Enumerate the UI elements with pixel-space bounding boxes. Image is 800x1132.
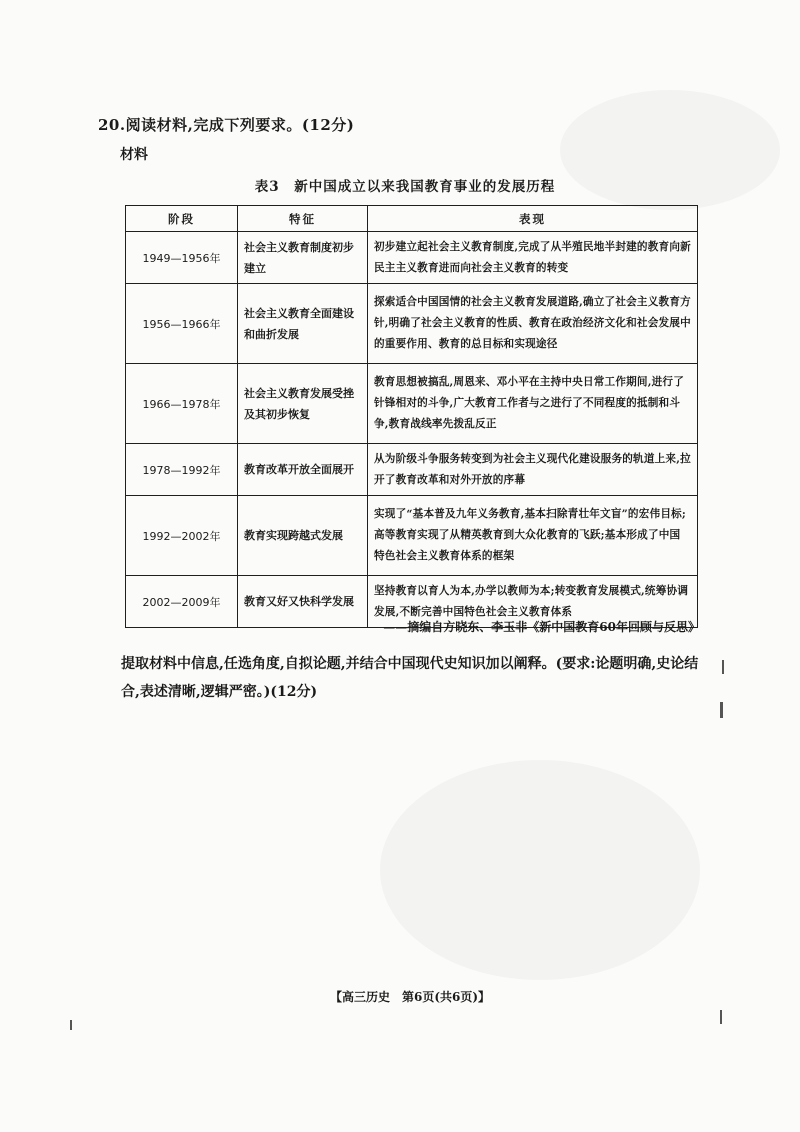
table-row bbox=[126, 232, 698, 284]
table-row bbox=[126, 444, 698, 496]
row-period: 1992—2002年 bbox=[126, 496, 238, 576]
education-history-table bbox=[125, 205, 698, 628]
row-feature: 社会主义教育制度初步建立 bbox=[238, 232, 368, 284]
table-row bbox=[126, 364, 698, 444]
row-performance: 探索适合中国国情的社会主义教育发展道路,确立了社会主义教育方针,明确了社会主义教育的性质、教育在政治经济文化和社会发展中的重要作用、教育的总目标和实现途径 bbox=[368, 284, 698, 364]
row-period: 1966—1978年 bbox=[126, 364, 238, 444]
row-period: 1949—1956年 bbox=[126, 232, 238, 284]
source-citation: ——摘编自方晓东、李玉非《新中国教育60年回顾与反思》 bbox=[383, 620, 700, 634]
question-prompt: 提取材料中信息,任选角度,自拟论题,并结合中国现代史知识加以阐释。(要求:论题明确,史论结合,表述清晰,逻辑严密。)(12分) bbox=[121, 656, 699, 700]
row-period: 1978—1992年 bbox=[126, 444, 238, 496]
row-feature: 教育又好又快科学发展 bbox=[238, 576, 368, 628]
table-row bbox=[126, 496, 698, 576]
row-feature: 社会主义教育全面建设和曲折发展 bbox=[238, 284, 368, 364]
question-title: 20.阅读材料,完成下列要求。(12分) bbox=[98, 116, 355, 134]
header-performance: 表现 bbox=[368, 206, 698, 232]
bleed-through-smudge bbox=[380, 760, 700, 980]
header-feature: 特征 bbox=[238, 206, 368, 232]
header-stage: 阶段 bbox=[126, 206, 238, 232]
row-performance: 从为阶级斗争服务转变到为社会主义现代化建设服务的轨道上来,拉开了教育改革和对外开放的序幕 bbox=[368, 444, 698, 496]
row-feature: 教育改革开放全面展开 bbox=[238, 444, 368, 496]
material-label: 材料 bbox=[120, 147, 148, 163]
scan-edge-mark bbox=[720, 702, 723, 718]
row-performance: 初步建立起社会主义教育制度,完成了从半殖民地半封建的教育向新民主主义教育进而向社会主义教育的转变 bbox=[368, 232, 698, 284]
row-period: 2002—2009年 bbox=[126, 576, 238, 628]
row-period: 1956—1966年 bbox=[126, 284, 238, 364]
page-footer: 【高三历史 第6页(共6页)】 bbox=[329, 990, 491, 1004]
row-performance: 坚持教育以育人为本,办学以教师为本;转变教育发展模式,统筹协调发展,不断完善中国特色社会主义教育体系 bbox=[368, 576, 698, 628]
table-header-row bbox=[126, 206, 698, 232]
scan-edge-mark bbox=[720, 1010, 722, 1024]
table-caption: 表3 新中国成立以来我国教育事业的发展历程 bbox=[254, 179, 556, 195]
table-row bbox=[126, 284, 698, 364]
row-performance: 实现了“基本普及九年义务教育,基本扫除青壮年文盲”的宏伟目标;高等教育实现了从精英教育到大众化教育的飞跃;基本形成了中国特色社会主义教育体系的框架 bbox=[368, 496, 698, 576]
row-feature: 社会主义教育发展受挫及其初步恢复 bbox=[238, 364, 368, 444]
scan-edge-mark bbox=[722, 660, 724, 674]
row-performance: 教育思想被搞乱,周恩来、邓小平在主持中央日常工作期间,进行了针锋相对的斗争,广大教育工作者与之进行了不同程度的抵制和斗争,教育战线率先拨乱反正 bbox=[368, 364, 698, 444]
scan-edge-mark bbox=[70, 1020, 72, 1030]
row-feature: 教育实现跨越式发展 bbox=[238, 496, 368, 576]
